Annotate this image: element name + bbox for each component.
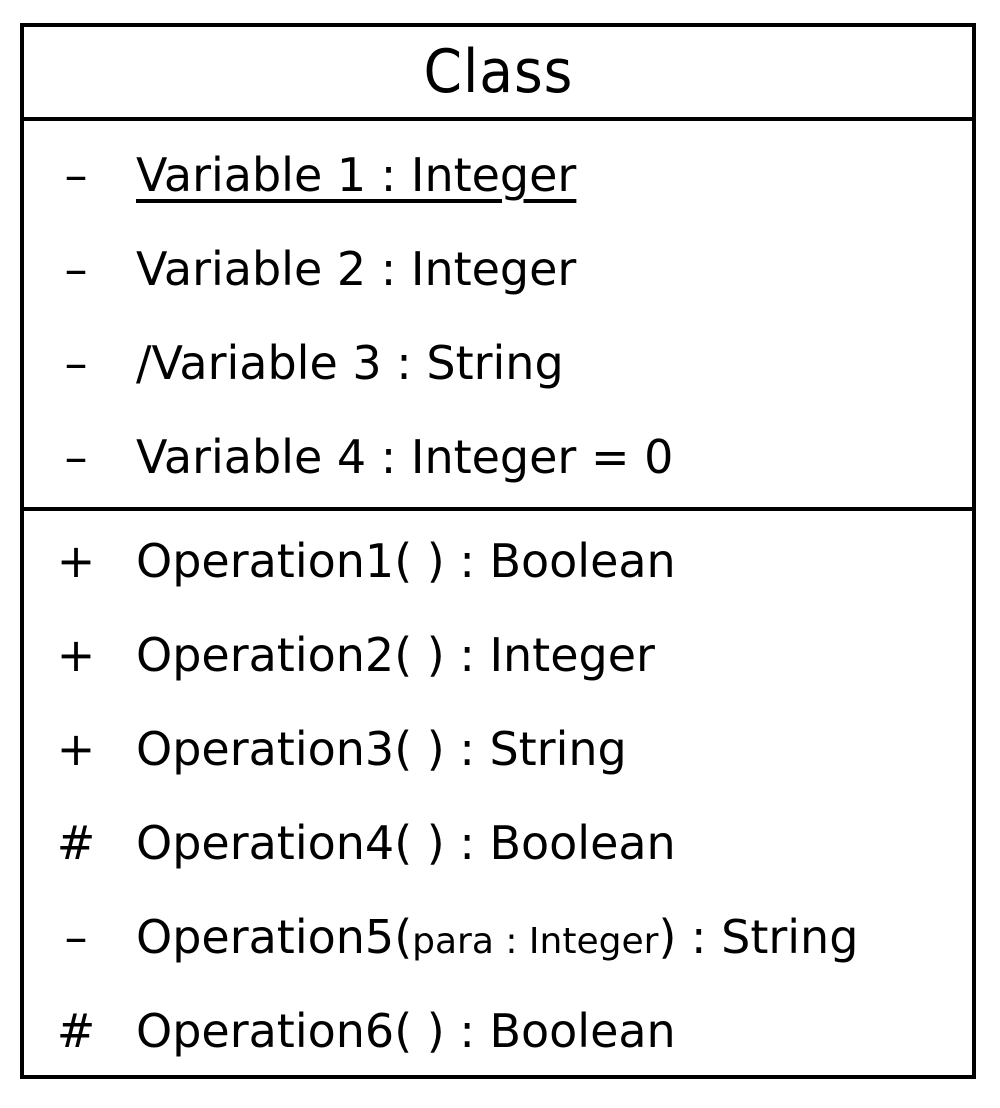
attribute-text: Variable 1 : Integer [136,148,577,202]
attribute-text: Variable 2 : Integer [136,242,577,296]
attributes-compartment [24,121,972,511]
operation-name: Operation5( [136,910,413,964]
visibility-marker: – [64,242,88,296]
class-name: Class [423,37,573,107]
operation-text: Operation3( ) : String [136,722,627,776]
operation-row [24,995,972,1067]
operation-row [24,807,972,879]
operation-row [24,901,972,973]
operation-text: Operation4( ) : Boolean [136,816,676,870]
visibility-marker: – [64,336,88,390]
operation-text: Operation6( ) : Boolean [136,1004,676,1058]
visibility-marker: + [56,628,96,682]
operation-text: Operation2( ) : Integer [136,628,655,682]
attribute-row [24,233,972,305]
visibility-marker: – [64,430,88,484]
operation-row [24,619,972,691]
visibility-marker: + [56,722,96,776]
operations-compartment [24,511,972,1079]
attribute-row [24,139,972,211]
visibility-marker: # [56,1004,96,1058]
attribute-row [24,327,972,399]
attribute-text: Variable 4 : Integer = 0 [136,430,674,484]
operation-return: ) : String [658,910,859,964]
visibility-marker: – [64,910,88,964]
visibility-marker: # [56,816,96,870]
operation-row [24,525,972,597]
operation-text [136,910,858,964]
class-name-compartment [24,27,972,121]
visibility-marker: + [56,534,96,588]
visibility-marker: – [64,148,88,202]
operation-text: Operation1( ) : Boolean [136,534,676,588]
uml-class-box [20,23,976,1079]
attribute-text: /Variable 3 : String [136,336,564,390]
attribute-row [24,421,972,493]
operation-row [24,713,972,785]
operation-parameter: para : Integer [412,921,659,962]
